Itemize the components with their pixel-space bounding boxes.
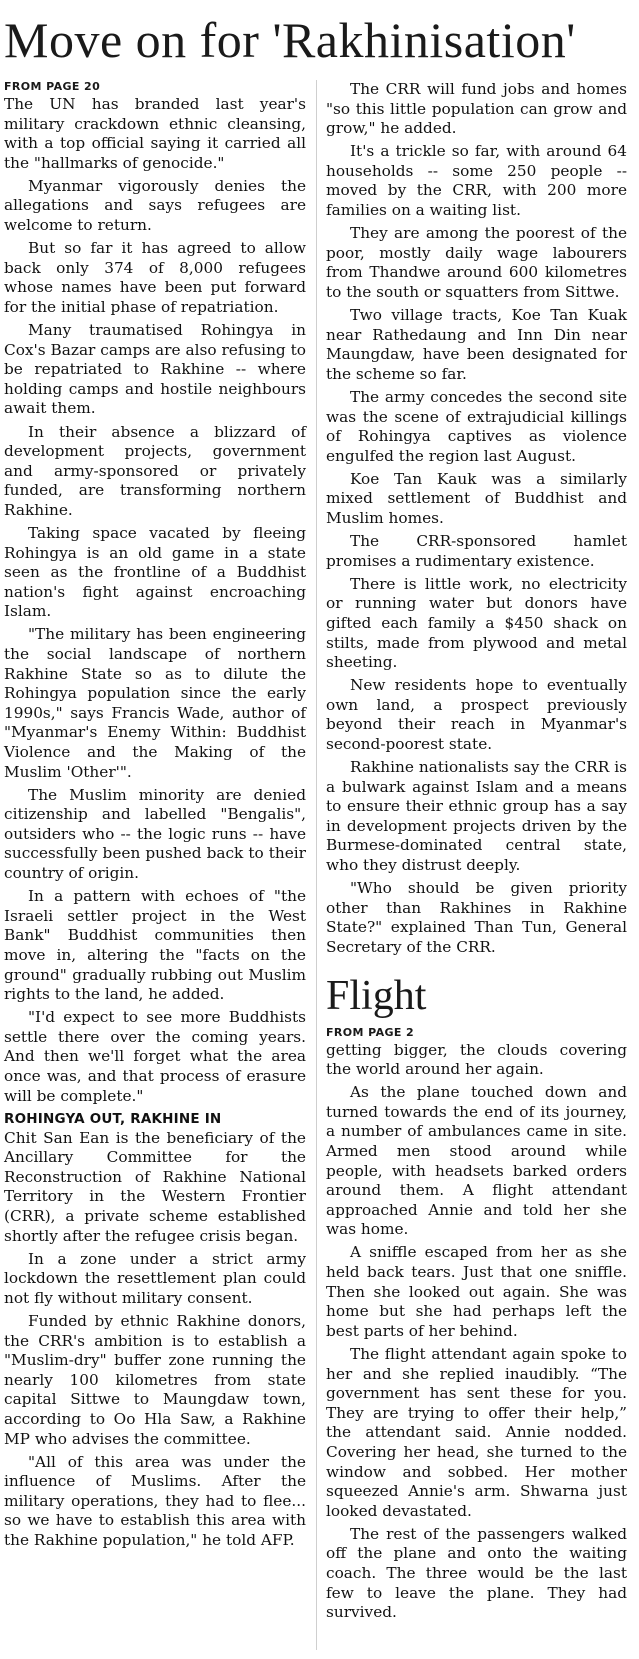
paragraph: Chit San Ean is the beneficiary of the Ancillary Committee for the Reconstruction of Rakhine National Territory in the Western Frontier (CRR), a private scheme established shortly after the refugee crisis began. [4, 1128, 306, 1245]
paragraph: "The military has been engineering the social landscape of northern Rakhine State so as to dilute the Rohingya population since the early 1990s," says Francis Wade, author of "Myanmar's Enemy Within: Buddhist Violence and the Making of the Muslim 'Other'". [4, 625, 306, 781]
paragraph: The Muslim minority are denied citizenship and labelled "Bengalis", outsiders who -- the logic runs -- have successfully been pushed back to their country of origin. [4, 785, 306, 883]
paragraph: The CRR will fund jobs and homes "so this little population can grow and grow," he added. [326, 80, 627, 138]
paragraph: Taking space vacated by fleeing Rohingya is an old game in a state seen as the frontline of a Buddhist nation's fight against encroaching Islam. [4, 523, 306, 621]
paragraph: Two village tracts, Koe Tan Kuak near Rathedaung and Inn Din near Maungdaw, have been designated for the scheme so far. [326, 306, 627, 383]
paragraph: A sniffle escaped from her as she held back tears. Just that one sniffle. Then she looked out again. She was home but she had perhaps left the best parts of her behind. [326, 1243, 627, 1340]
paragraph: "I'd expect to see more Buddhists settle there over the coming years. And then we'll forget what the area once was, and that process of erasure will be complete." [4, 1008, 306, 1105]
paragraph: In a pattern with echoes of "the Israeli settler project in the West Bank" Buddhist communities then move in, altering the "facts on the ground" gradually rubbing out Muslim rights to the land, he added. [4, 887, 306, 1004]
paragraph: In their absence a blizzard of development projects, government and army-sponsored or privately funded, are transforming northern Rakhine. [4, 422, 306, 519]
paragraph: The UN has branded last year's military crackdown ethnic cleansing, with a top official saying it carried all the "hallmarks of genocide." [4, 95, 306, 172]
paragraph: "All of this area was under the influence of Muslims. After the military operations, they had to flee... so we have to establish this area with the Rakhine population," he told AFP. [4, 1452, 306, 1550]
paragraph: But so far it has agreed to allow back only 374 of 8,000 refugees whose names have been put forward for the initial phase of repatriation. [4, 239, 306, 316]
from-page-label: FROM PAGE 20 [4, 80, 101, 93]
paragraph: There is little work, no electricity or running water but donors have gifted each family a $450 shack on stilts, made from plywood and metal sheeting. [326, 574, 627, 672]
page-headline: Move on for 'Rakhinisation' [4, 12, 576, 68]
from-page-label: FROM PAGE 2 [326, 1025, 415, 1039]
column-divider [316, 80, 317, 1650]
paragraph: Funded by ethnic Rakhine donors, the CRR's ambition is to establish a "Muslim-dry" buffer zone running the nearly 100 kilometres from state capital Sittwe to Maungdaw town, according to Oo Hla Saw, a Rakhine MP who advises the committee. [4, 1312, 306, 1448]
section-subhead: ROHINGYA OUT, RAKHINE IN [4, 1110, 222, 1127]
paragraph: In a zone under a strict army lockdown the resettlement plan could not fly without military consent. [4, 1249, 306, 1307]
flight-headline: Flight [326, 972, 427, 1019]
paragraph: The flight attendant again spoke to her and she replied inaudibly. “The government has sent these for you. They are trying to offer their help,” the attendant said. Annie nodded. Covering her head, she turned to the window and sobbed. Her mother squeezed Annie's arm. Shwarna just looked devastated. [326, 1344, 627, 1520]
paragraph: Koe Tan Kauk was a similarly mixed settlement of Buddhist and Muslim homes. [326, 469, 627, 527]
paragraph: It's a trickle so far, with around 64 households -- some 250 people -- moved by the CRR, with 200 more families on a waiting list. [326, 142, 627, 220]
paragraph: Many traumatised Rohingya in Cox's Bazar camps are also refusing to be repatriated to Rakhine -- where holding camps and hostile neighbours await them. [4, 321, 306, 418]
left-column [4, 80, 306, 1554]
paragraph: As the plane touched down and turned towards the end of its journey, a number of ambulances came in site. Armed men stood around while people, with headsets barked orders around them. A flight attendant approached Annie and told her she was home. [326, 1083, 627, 1239]
paragraph: Rakhine nationalists say the CRR is a bulwark against Islam and a means to ensure their ethnic group has a say in development projects driven by the Burmese-dominated central state, who they distrust deeply. [326, 758, 627, 875]
paragraph: "Who should be given priority other than Rakhines in Rakhine State?" explained Than Tun, General Secretary of the CRR. [326, 879, 627, 956]
paragraph: Myanmar vigorously denies the allegations and says refugees are welcome to return. [4, 176, 306, 235]
paragraph: They are among the poorest of the poor, mostly daily wage labourers from Thandwe around 600 kilometres to the south or squatters from Sittwe. [326, 224, 627, 301]
paragraph: getting bigger, the clouds covering the world around her again. [326, 1040, 627, 1079]
paragraph: New residents hope to eventually own land, a prospect previously beyond their reach in Myanmar's second-poorest state. [326, 676, 627, 753]
right-column [326, 80, 627, 1626]
paragraph: The army concedes the second site was the scene of extrajudicial killings of Rohingya captives as violence engulfed the region last August. [326, 387, 627, 465]
paragraph: The CRR-sponsored hamlet promises a rudimentary existence. [326, 532, 627, 570]
paragraph: The rest of the passengers walked off the plane and onto the waiting coach. The three would be the last few to leave the plane. They had survived. [326, 1524, 627, 1622]
